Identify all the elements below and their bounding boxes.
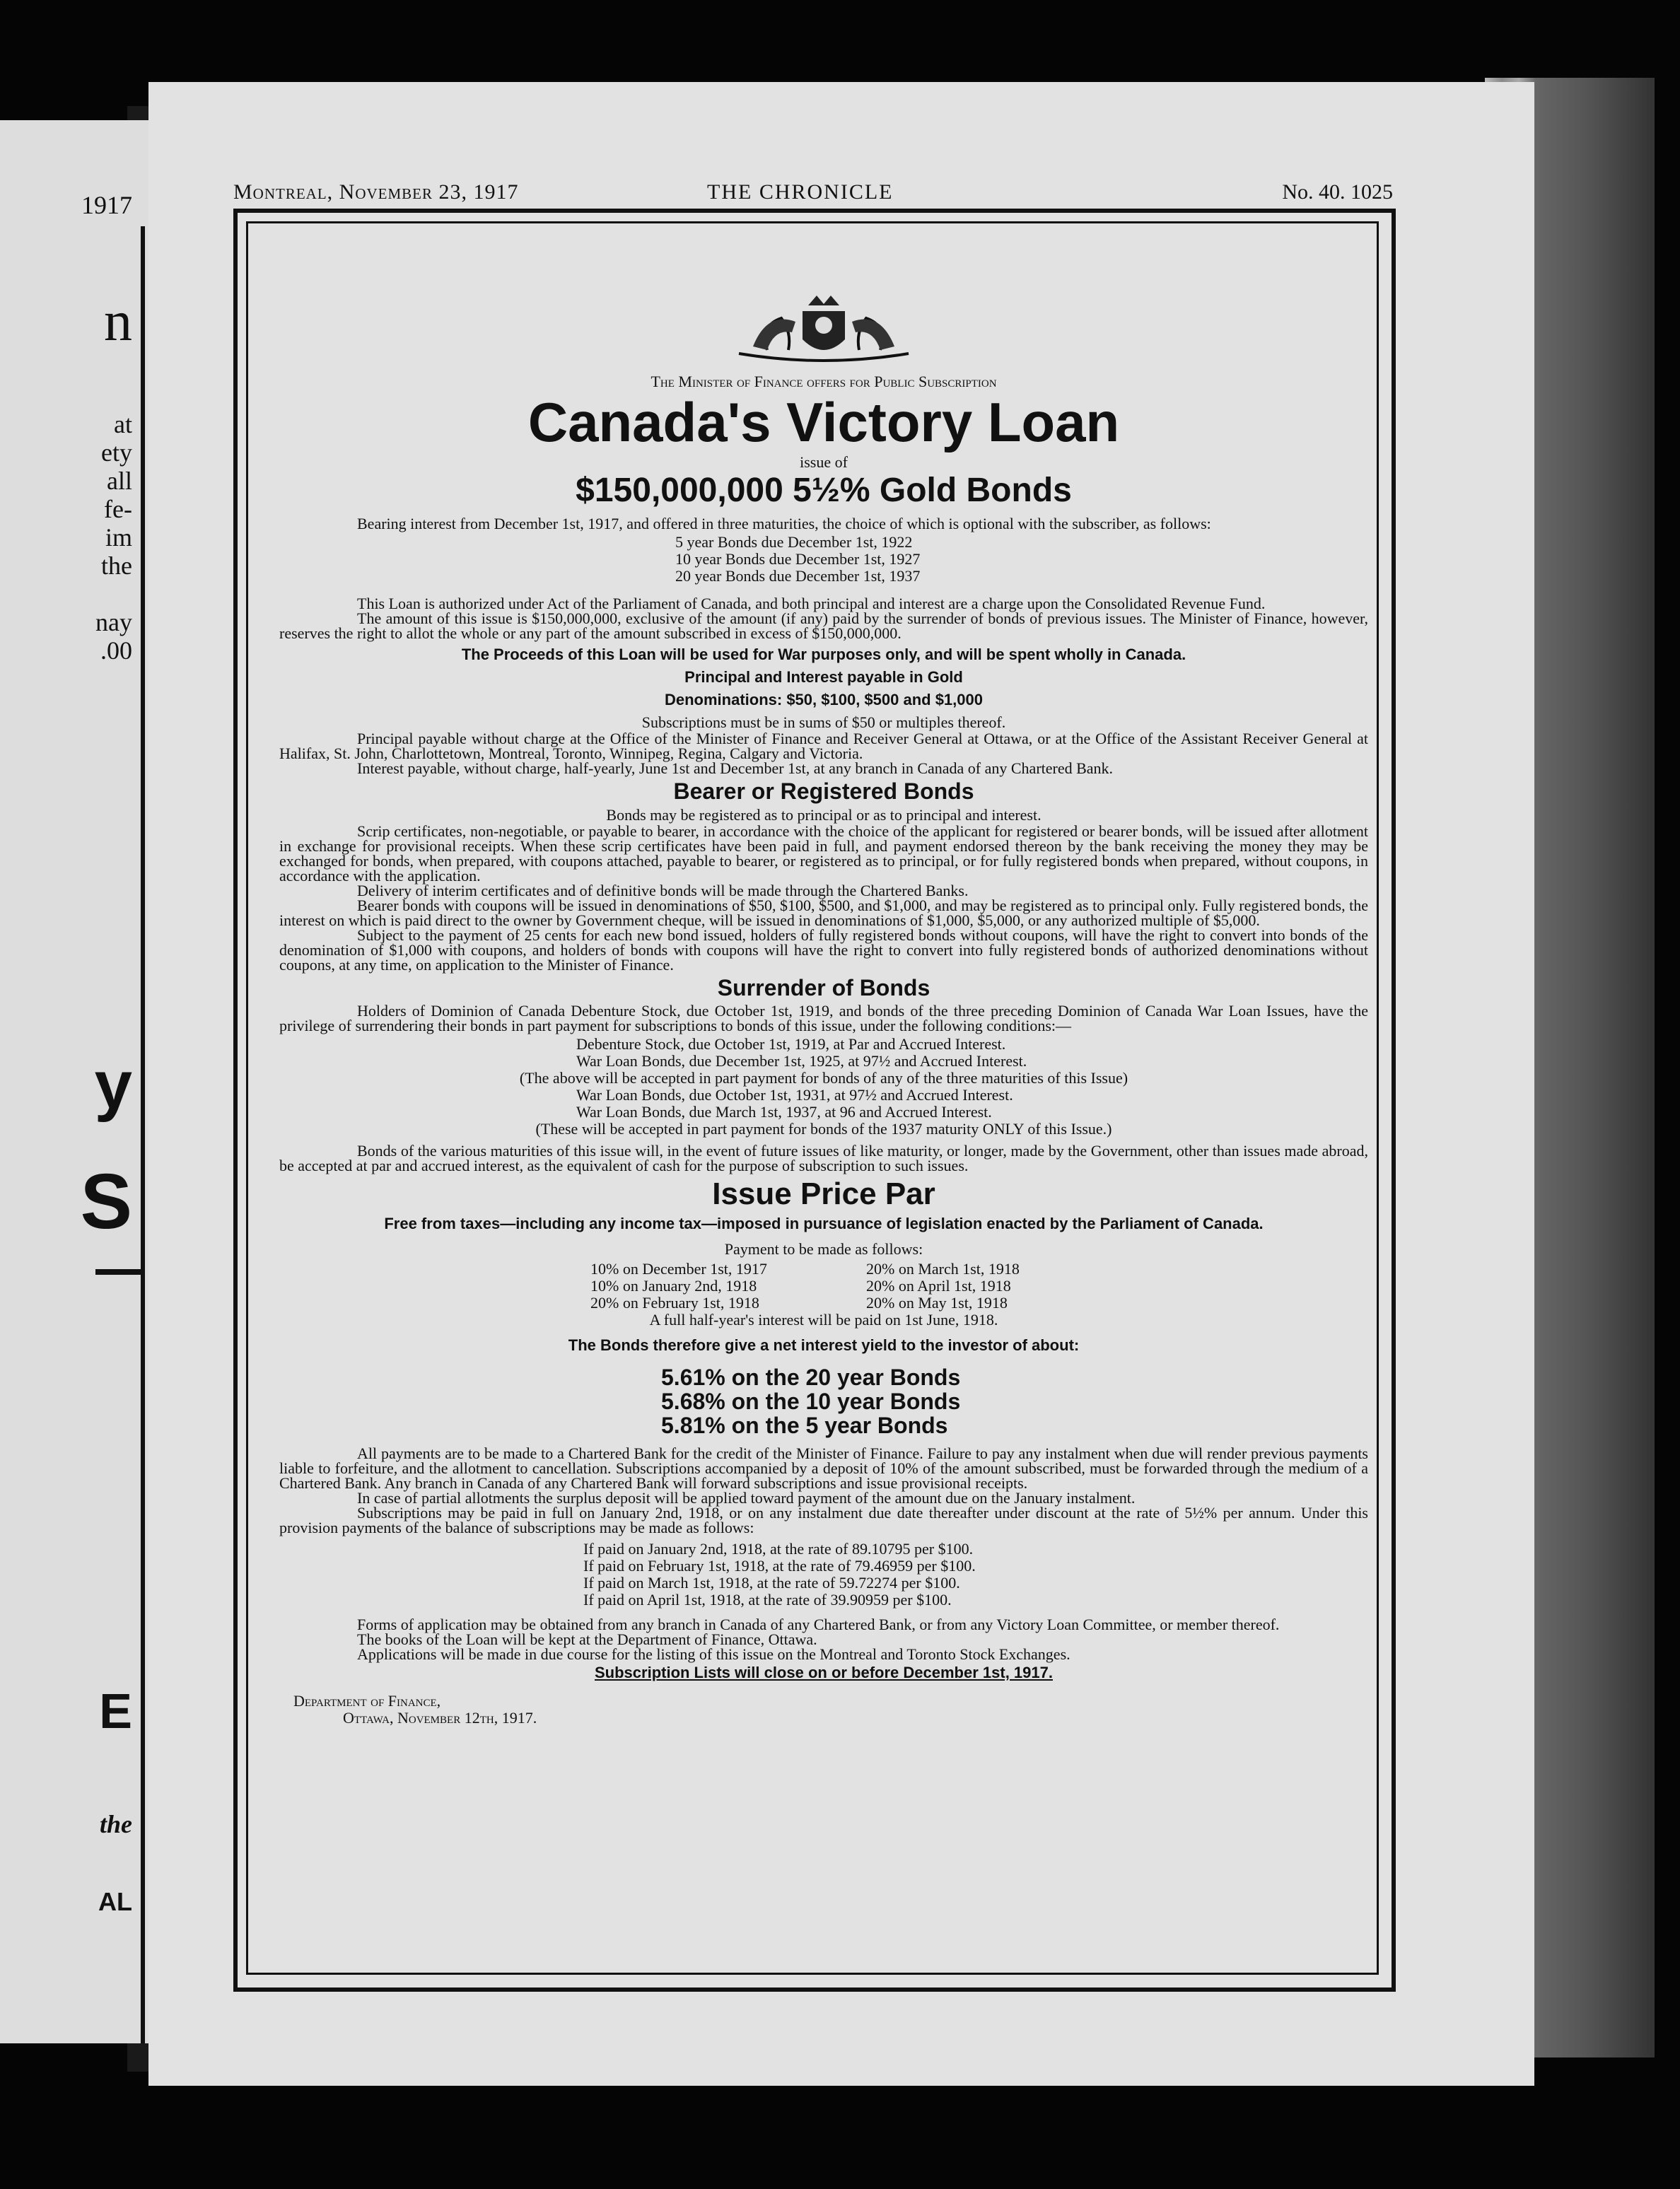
payment-schedule-left — [590, 1261, 866, 1312]
header-page-number: No. 40. 1025 — [1282, 180, 1393, 204]
interest-payable-paragraph: Interest payable, without charge, half-yearly, June 1st and December 1st, at any branch in Canada of any Chartered Bank. — [357, 759, 1114, 777]
left-page-text: E — [99, 1683, 132, 1739]
left-page-rule — [95, 1269, 145, 1275]
payment-item: 20% on May 1st, 1918 — [866, 1294, 1008, 1312]
issue-of: issue of — [800, 453, 848, 471]
left-page-text: nay — [95, 608, 132, 636]
full-payment-paragraph: Subscriptions may be paid in full on January 2nd, 1918, or on any instalment due date thereafter under discount at the rate of 5½% per annum. Under this provision payments of the balance of subscriptions may be made as follows: — [279, 1504, 1368, 1536]
maturity-item: 10 year Bonds due December 1st, 1927 — [675, 550, 921, 568]
bearer-paragraph: Delivery of interim certificates and of definitive bonds will be made through the Chartered Banks. — [357, 882, 969, 899]
bearer-paragraph: Scrip certificates, non-negotiable, or payable to bearer, in accordance with the choice of the applicant for registered or bearer bonds, will be issued after allotment in exchange for provisional receipts. When these scrip certificates have been paid in full, and payment endorsed thereon by the bank receiving the money they may be exchanged for bonds, when prepared, with coupons attached, payable to bearer, or registered as to principal, or for fully registered bonds when prepared, without coupons, in accordance with the application. — [279, 822, 1368, 885]
payment-item: 10% on December 1st, 1917 — [590, 1260, 767, 1278]
surrender-item: War Loan Bonds, due March 1st, 1937, at 96 and Accrued Interest. — [576, 1103, 992, 1121]
ad-title: Canada's Victory Loan — [527, 391, 1120, 453]
payments-paragraph: All payments are to be made to a Chartered Bank for the credit of the Minister of Finance. Failure to pay any instalment when due will render previous payments liable to forfeiture, and the allotment to cancellation. Subscriptions accompanied by a deposit of 10% of the amount subscribed, must be forwarded through the medium of a Chartered Bank. Any branch in Canada of any Chartered Bank will forward subscriptions and issue provisional receipts. — [279, 1444, 1368, 1492]
bearer-paragraph: Bearer bonds with coupons will be issued in denominations of $50, $100, $500, and $1,000, and may be registered as to principal only. Fully registered bonds, the interest on which is paid direct to the owner by Government cheque, will be issued in denominations of $1,000, $5,000, or any authorized multiple of $5,000. — [279, 897, 1368, 929]
payment-item: 20% on February 1st, 1918 — [590, 1294, 759, 1312]
payment-item: 20% on March 1st, 1918 — [866, 1260, 1020, 1278]
maturity-item: 5 year Bonds due December 1st, 1922 — [675, 533, 913, 551]
partial-allotment-paragraph: In case of partial allotments the surplus deposit will be applied toward payment of the amount due on the January instalment. — [357, 1489, 1136, 1507]
yield-table — [661, 1365, 1368, 1437]
applications-paragraph: Applications will be made in due course for the listing of this issue on the Montreal and Toronto Stock Exchanges. — [357, 1645, 1071, 1663]
half-year-interest-line: A full half-year's interest will be paid on 1st June, 1918. — [649, 1311, 998, 1329]
issue-price-heading: Issue Price Par — [712, 1177, 935, 1211]
left-page-text: at — [114, 410, 132, 438]
yield-intro: The Bonds therefore give a net interest yield to the investor of about: — [568, 1336, 1080, 1354]
payment-item: 20% on April 1st, 1918 — [866, 1277, 1011, 1295]
bearer-paragraph: Subject to the payment of 25 cents for each new bond issued, holders of fully registered bonds without coupons, will have the right to convert into bonds of the denomination of $1,000 with coupons, and holders of bonds with coupons will have the right to convert into fully registered bonds of authorized denominations without coupons, at any time, on application to the Minister of Finance. — [279, 926, 1368, 974]
principal-payable-paragraph: Principal payable without charge at the Office of the Minister of Finance and Receiver General at Ottawa, or at the Office of the Assistant Receiver General at Halifax, St. John, Charlottetown, Montreal, Toronto, Winnipeg, Regina, Calgary and Victoria. — [279, 730, 1368, 762]
left-page-text: the — [101, 551, 132, 580]
rate-table — [583, 1541, 1368, 1609]
surrender-paragraph: Holders of Dominion of Canada Debenture Stock, due October 1st, 1919, and bonds of the three preceding Dominion of Canada War Loan Issues, have the privilege of surrendering their bonds in part payment for subscriptions to bonds of this issue, under the following conditions:— — [279, 1002, 1368, 1034]
payment-item: 10% on January 2nd, 1918 — [590, 1277, 757, 1295]
rate-item: If paid on February 1st, 1918, at the rate of 79.46959 per $100. — [583, 1557, 976, 1575]
left-facing-page — [0, 120, 158, 2043]
left-page-text: S — [80, 1158, 132, 1245]
maturity-item: 20 year Bonds due December 1st, 1937 — [675, 567, 921, 585]
payment-schedule — [590, 1261, 1368, 1312]
forms-paragraph: Forms of application may be obtained from any branch in Canada of any Chartered Bank, or from any Victory Loan Committee, or member thereof. — [357, 1616, 1280, 1633]
left-page-text: im — [105, 523, 132, 551]
subscriptions-sums-line: Subscriptions must be in sums of $50 or multiples thereof. — [641, 713, 1006, 731]
surrender-item: War Loan Bonds, due December 1st, 1925, at 97½ and Accrued Interest. — [576, 1052, 1027, 1070]
surrender-note: (The above will be accepted in part payment for bonds of any of the three maturities of this Issue) — [519, 1069, 1128, 1087]
ad-subtitle: $150,000,000 5½% Gold Bonds — [576, 472, 1072, 509]
bearer-section-heading: Bearer or Registered Bonds — [673, 778, 974, 804]
victory-loan-advertisement — [279, 290, 1368, 1727]
rate-item: If paid on April 1st, 1918, at the rate of 39.90959 per $100. — [583, 1591, 952, 1609]
place-date-signature: Ottawa, November 12th, 1917. — [343, 1709, 537, 1727]
rate-item: If paid on March 1st, 1918, at the rate of 59.72274 per $100. — [583, 1574, 960, 1592]
subscription-close-line: Subscription Lists will close on or before December 1st, 1917. — [595, 1664, 1053, 1681]
bearing-interest-paragraph: Bearing interest from December 1st, 1917, and offered in three maturities, the choice of which is optional with the subscriber, as follows: — [357, 515, 1211, 532]
royal-coat-of-arms-icon — [725, 290, 923, 368]
amount-paragraph: The amount of this issue is $150,000,000, exclusive of the amount (if any) paid by the surrender of bonds of previous issues. The Minister of Finance, however, reserves the right to allot the whole or any part of the amount subscribed in excess of $150,000,000. — [279, 609, 1368, 642]
surrender-item: War Loan Bonds, due October 1st, 1931, at 97½ and Accrued Interest. — [576, 1086, 1013, 1104]
header-title: THE CHRONICLE — [707, 180, 894, 204]
left-page-text: AL — [98, 1887, 132, 1916]
left-page-text: 1917 — [81, 191, 132, 219]
surrender-section-heading: Surrender of Bonds — [717, 975, 931, 1000]
left-page-text: all — [107, 467, 132, 495]
principal-gold-line: Principal and Interest payable in Gold — [684, 668, 963, 686]
intro-line: The Minister of Finance offers for Public Subscription — [651, 373, 997, 390]
left-page-text: y — [94, 1047, 132, 1123]
left-page-text: the — [99, 1810, 132, 1838]
yield-item: 5.68% on the 10 year Bonds — [661, 1389, 961, 1414]
header-date: Montreal, November 23, 1917 — [233, 180, 519, 204]
left-page-text: n — [104, 291, 132, 353]
books-paragraph: The books of the Loan will be kept at the Department of Finance, Ottawa. — [357, 1630, 817, 1648]
yield-item: 5.81% on the 5 year Bonds — [661, 1413, 948, 1438]
bearer-paragraph: Bonds may be registered as to principal or as to principal and interest. — [606, 806, 1042, 824]
left-page-text: fe- — [104, 495, 132, 523]
denominations-line: Denominations: $50, $100, $500 and $1,000 — [664, 691, 983, 708]
authorized-paragraph: This Loan is authorized under Act of the Parliament of Canada, and both principal and interest are a charge upon the Consolidated Revenue Fund. — [357, 595, 1266, 612]
proceeds-line: The Proceeds of this Loan will be used for War purposes only, and will be spent wholly in Canada. — [461, 646, 1186, 663]
surrender-paragraph: Bonds of the various maturities of this issue will, in the event of future issues of like maturity, or longer, made by the Government, other than issues made abroad, be accepted at par and accrued interest, as the equivalent of cash for the purpose of subscription to such issues. — [279, 1142, 1368, 1174]
department-signature: Department of Finance, — [293, 1692, 441, 1710]
surrender-note: (These will be accepted in part payment for bonds of the 1937 maturity ONLY of this Issue.) — [535, 1120, 1112, 1138]
surrender-item: Debenture Stock, due October 1st, 1919, at Par and Accrued Interest. — [576, 1035, 1006, 1053]
rate-item: If paid on January 2nd, 1918, at the rate of 89.10795 per $100. — [583, 1540, 974, 1558]
left-page-text: ety — [101, 438, 132, 467]
payment-schedule-right — [866, 1261, 1142, 1312]
left-page-text: .00 — [100, 636, 132, 665]
yield-item: 5.61% on the 20 year Bonds — [661, 1365, 961, 1390]
free-from-taxes-line: Free from taxes—including any income tax—imposed in pursuance of legislation enacted by the Parliament of Canada. — [384, 1215, 1264, 1232]
payment-intro: Payment to be made as follows: — [724, 1240, 923, 1258]
